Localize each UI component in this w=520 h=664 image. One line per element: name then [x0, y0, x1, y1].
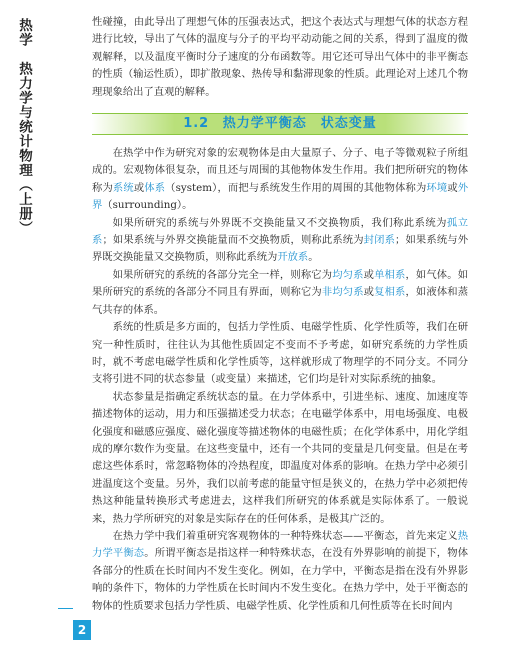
term-multiphase: 复相系	[374, 286, 406, 299]
term-equilibrium: 热力学平衡态	[92, 529, 468, 560]
term-environment: 环境	[426, 181, 448, 194]
term-closed: 封闭系	[363, 234, 396, 247]
term-tixi: 体系	[144, 181, 166, 194]
page-number: 2	[73, 620, 91, 640]
section-title: 热力学平衡态 状态变量	[222, 116, 377, 132]
term-homogeneous: 均匀系	[332, 268, 364, 281]
page-body	[92, 14, 468, 615]
running-title: 热学 热力学与统计物理（上册）	[16, 18, 32, 236]
paragraph-state-variables: 状态参量是指确定系统状态的量。在力学体系中，引进坐标、速度、加速度等描述物体的运动，用力和压强描述受力状态；在电磁学体系中，用电场强度、电极化强度和磁感应强度、磁化强度等描述物体的电磁性质；在化学体系中，用化学组成的摩尔数作为变量。在这些变量中，还有一个共同的变量是几何变量。但是在考虑这些体系时，常忽略物体的冷热程度，即温度对体系的影响。在热力学中必须引进温度这个变量。另外，我们以前考虑的能量守恒是狭义的，在热力学中必须把传热这种能量转换形式考虑进去，这样我们所研究的体系就是实际体系了。一般说来，热力学所研究的对象是实际存在的任何体系，是极其广泛的。	[92, 390, 468, 525]
section-heading	[92, 113, 468, 135]
section-number: 1.2	[183, 116, 210, 132]
paragraph-system: 在热学中作为研究对象的宏观物体是由大量原子、分子、电子等微观粒子所组成的。宏观物体很复杂，而且还与周围的其他物体发生作用。我们把所研究的物体称为系统或体系（system），而把与系统发生作用的周围的其他物体称为环境或外界（surrounding）。	[92, 147, 469, 212]
term-heterogeneous: 非均匀系	[321, 286, 364, 299]
paragraph-equilibrium: 在热力学中我们着重研究客观物体的一种特殊状态——平衡态，首先来定义热力学平衡态。所谓平衡态是指这样一种特殊状态，在没有外界影响的前提下，物体各部分的性质在长时间内不发生变化。例如，在力学中，平衡态是指在没有外界影响的条件下，物体的力学性质在长时间内不发生变化。在热力学中，处于平衡态的物体的性质要求包括力学性质、电磁学性质、化学性质和几何性质等在长时间内	[92, 529, 469, 612]
intro-paragraph: 性碰撞，由此导出了理想气体的压强表达式，把这个表达式与理想气体的状态方程进行比较，导出了气体的温度与分子的平均平动动能之间的关系，得到了温度的微观解释，以及温度平衡时分子速度的分布函数等。用它还可导出气体中的非平衡态的性质（输运性质），即扩散现象、热传导和黏滞现象的性质。此理论对上述几个物理现象给出了直观的解释。	[92, 16, 468, 98]
term-surroundings: 外界	[92, 181, 469, 212]
paragraph-system-types: 如果所研究的系统与外界既不交换能量又不交换物质，我们称此系统为孤立系；如果系统与外界交换能量而不交换物质，则称此系统为封闭系；如果系统与外界既交换能量又交换物质，则称此系统为开放系。	[92, 216, 469, 264]
term-single-phase: 单相系	[374, 268, 406, 281]
term-system: 系统	[112, 181, 134, 194]
paragraph-properties: 系统的性质是多方面的，包括力学性质、电磁学性质、化学性质等，我们在研究一种性质时，往往认为其他性质固定不变而不予考虑，如研究系统的力学性质时，就不考虑电磁学性质和化学性质等，这样就形成了物理学的不同分支。不同分支将引进不同的状态参量（或变量）来描述，它们均是针对实际系统的抽象。	[92, 321, 468, 386]
page-number-rule	[58, 608, 73, 609]
term-isolated: 孤立系	[92, 216, 469, 247]
sidebar	[0, 0, 58, 664]
term-open: 开放系	[277, 251, 309, 264]
paragraph-phases: 如果所研究的系统的各部分完全一样，则称它为均匀系或单相系，如气体。如果所研究的系统的各部分不同且有界面，则称它为非均匀系或复相系，如液体和蒸气共存的体系。	[92, 268, 469, 316]
